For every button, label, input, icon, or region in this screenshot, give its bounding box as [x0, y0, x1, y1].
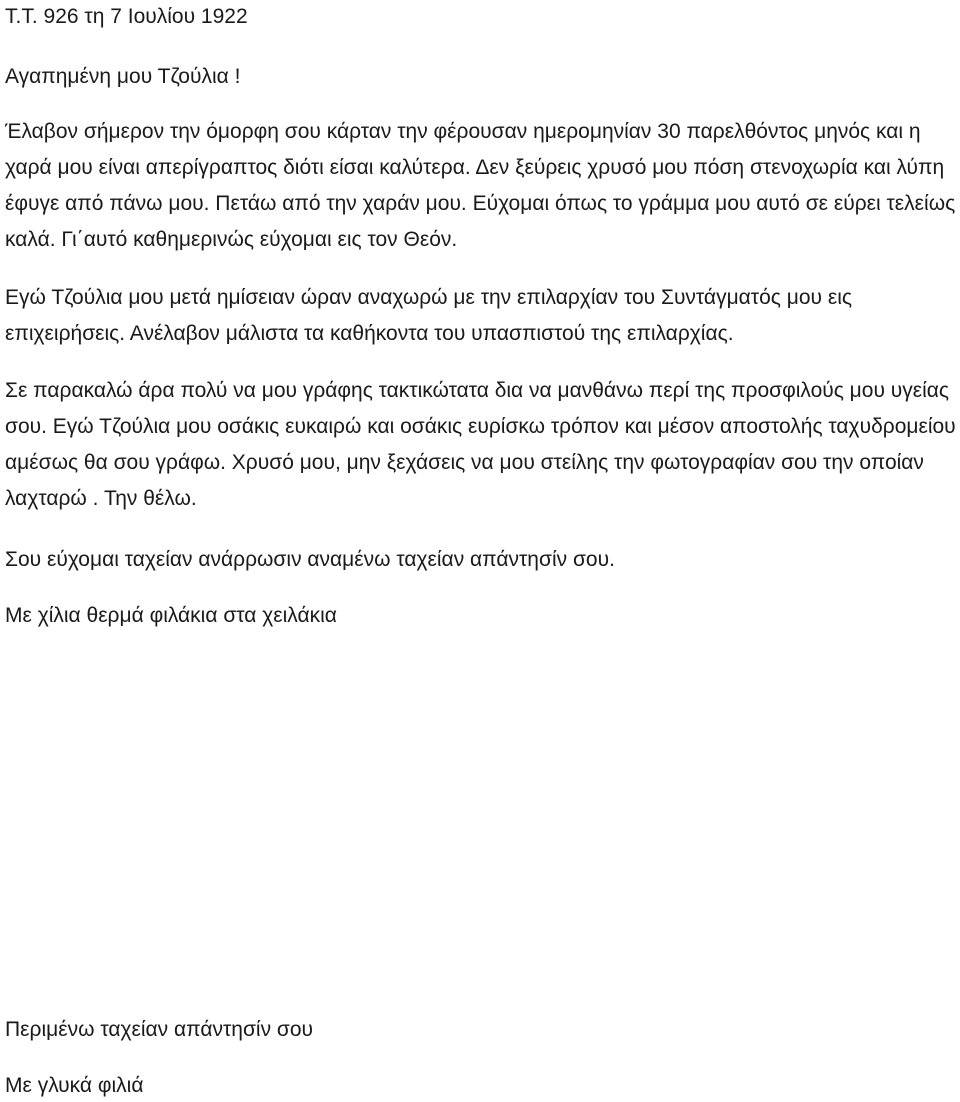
letter-salutation: Αγαπημένη μου Τζούλια !	[5, 65, 241, 88]
paragraph-departure: Εγώ Τζούλια μου μετά ημίσειαν ώραν αναχωρώ με την επιλαρχίαν του Συντάγματός μου εις επιχειρήσεις. Ανέλαβον μάλιστα τα καθήκοντα του υπασπιστού της επιλαρχίας.	[5, 286, 852, 345]
closing-line: Με γλυκά φιλιά	[5, 1074, 144, 1097]
paragraph-card-received: Έλαβον σήμερον την όμορφη σου κάρταν την φέρουσαν ημερομηνίαν 30 παρελθόντος μηνός και η χαρά μου είναι απερίγραπτος διότι είσαι καλύτερα. Δεν ξεύρεις χρυσό μου πόση στενοχωρία και λύπη έφυγε από πάνω μου. Πετάω από την χαράν μου. Εύχομαι όπως το γράμμα μου αυτό σε εύρει τελείως καλά. Γι΄αυτό καθημερινώς εύχομαι εις τον Θεόν.	[5, 120, 956, 251]
kisses-line: Με χίλια θερμά φιλάκια στα χειλάκια	[5, 604, 337, 627]
wish-line: Σου εύχομαι ταχείαν ανάρρωσιν αναμένω ταχείαν απάντησίν σου.	[5, 548, 615, 571]
awaiting-reply-line: Περιμένω ταχείαν απάντησίν σου	[5, 1018, 314, 1041]
paragraph-request-letters: Σε παρακαλώ άρα πολύ να μου γράφης τακτικώτατα δια να μανθάνω περί της προσφιλούς μου υγείας σου. Εγώ Τζούλια μου οσάκις ευκαιρώ και οσάκις ευρίσκω τρόπον και μέσον αποστολής ταχυδρομείου αμέσως θα σου γράφω. Χρυσό μου, μην ξεχάσεις να μου στείλης την φωτογραφίαν σου την οποίαν λαχταρώ . Την θέλω.	[5, 379, 956, 510]
letter-header: Τ.Τ. 926 τη 7 Ιουλίου 1922	[5, 5, 248, 28]
